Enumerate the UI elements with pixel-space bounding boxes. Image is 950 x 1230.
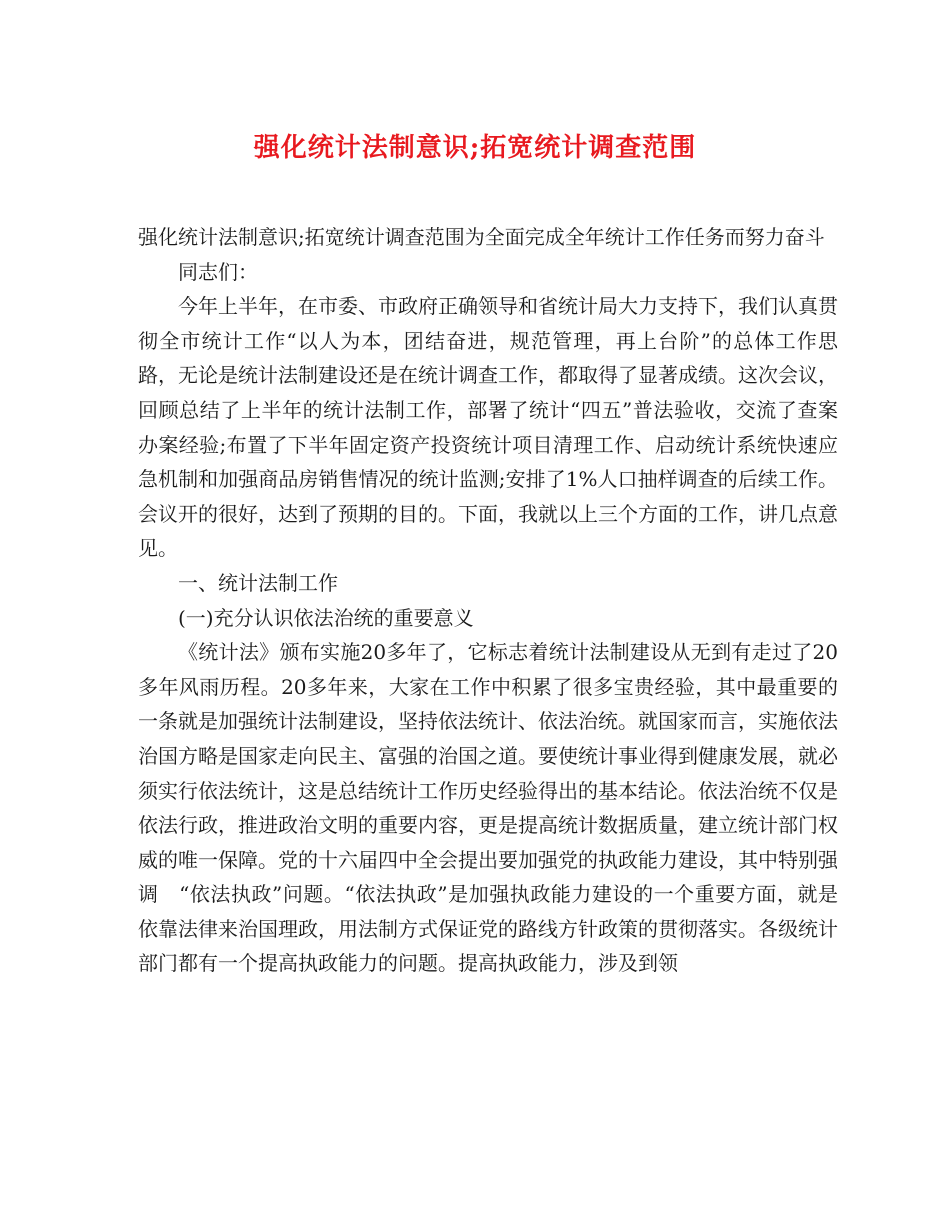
section-heading: 一、统计法制工作 [178,570,338,595]
body-paragraph: 《统计法》颁布实施20多年了，它标志着统计法制建设从无到有走过了20多年风雨历程。20多年来，大家在工作中积累了很多宝贵经验，其中最重要的一条就是加强统计法制建设，坚持依法统计、依法治统。就国家而言，实施依法治国方略是国家走向民主、富强的治国之道。要使统计事业得到健康发展，就必须实行依法统计，这是总结统计工作历史经验得出的基本结论。依法治统不仅是依法行政，推进政治文明的重要内容，更是提高统计数据质量，建立统计部门权威的唯一保障。党的十六届四中全会提出要加强党的执政能力建设，其中特别强调 “依法执政”问题。“依法执政”是加强执政能力建设的一个重要方面，就是依靠法律来治国理政，用法制方式保证党的路线方针政策的贯彻落实。各级统计部门都有一个提高执政能力的问题。提高执政能力，涉及到领 [138,640,838,976]
subsection-heading: (一)充分认识依法治统的重要意义 [178,605,474,630]
salutation-paragraph: 同志们： [178,259,258,284]
document-body [138,220,838,981]
document-title: 强化统计法制意识;拓宽统计调查范围 [253,133,697,163]
subtitle-paragraph: 强化统计法制意识;拓宽统计调查范围为全面完成全年统计工作任务而努力奋斗 [138,225,825,249]
intro-paragraph: 今年上半年，在市委、市政府正确领导和省统计局大力支持下，我们认真贯彻全市统计工作“以人为本，团结奋进，规范管理，再上台阶”的总体工作思路，无论是统计法制建设还是在统计调查工作，都取得了显著成绩。这次会议，回顾总结了上半年的统计法制工作，部署了统计“四五”普法验收，交流了查案办案经验;布置了下半年固定资产投资统计项目清理工作、启动统计系统快速应急机制和加强商品房销售情况的统计监测;安排了1%人口抽样调查的后续工作。会议开的很好，达到了预期的目的。下面，我就以上三个方面的工作，讲几点意见。 [138,294,838,561]
